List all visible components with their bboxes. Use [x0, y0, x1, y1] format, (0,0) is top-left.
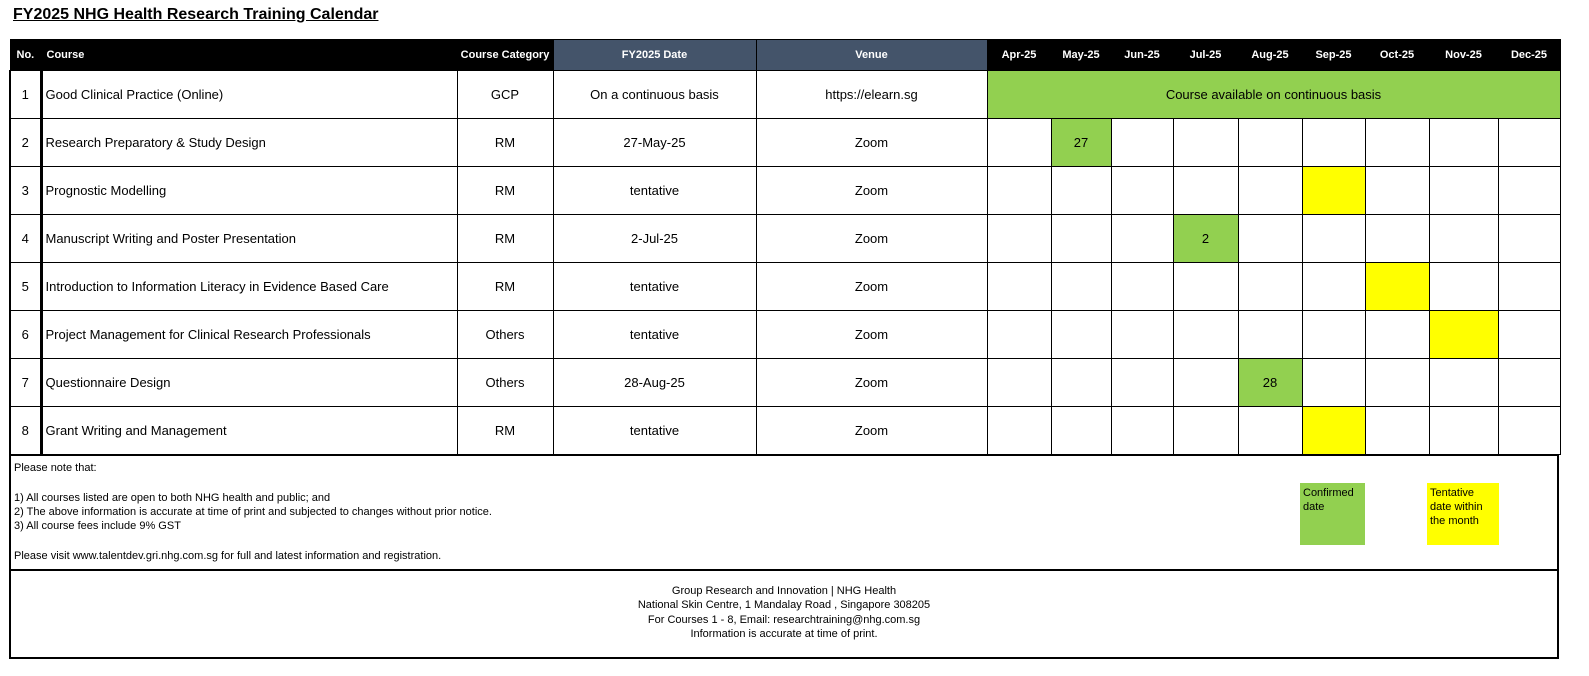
course-venue: Zoom: [756, 311, 987, 359]
course-name: Grant Writing and Management: [41, 407, 457, 455]
course-date: 27-May-25: [553, 119, 756, 167]
month-cell: [1365, 215, 1429, 263]
month-cell: [1365, 119, 1429, 167]
notes-item: 2) The above information is accurate at time of print and subjected to changes without prior notice.: [14, 506, 492, 518]
month-cell: [1498, 311, 1560, 359]
course-category: RM: [457, 167, 553, 215]
month-cell: [1498, 407, 1560, 455]
footer-contact: [9, 569, 1559, 659]
header-course: Course: [41, 40, 457, 71]
month-cell: [1498, 119, 1560, 167]
month-cell: [987, 359, 1051, 407]
course-date: tentative: [553, 263, 756, 311]
table-row: [10, 215, 1560, 263]
header-month: Jul-25: [1173, 40, 1238, 71]
course-category: GCP: [457, 71, 553, 119]
month-cell: [1173, 263, 1238, 311]
course-category: RM: [457, 407, 553, 455]
month-cell: [1173, 119, 1238, 167]
table-row: [10, 167, 1560, 215]
month-cell: [1111, 167, 1173, 215]
header-month: Jun-25: [1111, 40, 1173, 71]
course-name: Good Clinical Practice (Online): [41, 71, 457, 119]
month-cell: [1051, 407, 1111, 455]
month-cell: [1111, 311, 1173, 359]
month-cell: [1051, 215, 1111, 263]
month-cell: [1173, 167, 1238, 215]
header-month: Apr-25: [987, 40, 1051, 71]
course-venue: Zoom: [756, 359, 987, 407]
course-venue: Zoom: [756, 167, 987, 215]
month-cell: [1365, 167, 1429, 215]
month-cell: [1498, 359, 1560, 407]
month-cell-tentative: [1302, 167, 1365, 215]
header-month: May-25: [1051, 40, 1111, 71]
month-cell: [1111, 119, 1173, 167]
course-date: 2-Jul-25: [553, 215, 756, 263]
month-cell: [1498, 215, 1560, 263]
month-cell: [1051, 167, 1111, 215]
footer-line: National Skin Centre, 1 Mandalay Road , Singapore 308205: [637, 599, 931, 611]
calendar-table: [9, 39, 1561, 455]
month-cell: [1365, 407, 1429, 455]
footer-line: Information is accurate at time of print.: [690, 628, 878, 640]
course-date: 28-Aug-25: [553, 359, 756, 407]
month-cell: [987, 167, 1051, 215]
row-number: 6: [10, 311, 41, 359]
course-category: RM: [457, 263, 553, 311]
header-month: Oct-25: [1365, 40, 1429, 71]
month-cell: [1051, 311, 1111, 359]
month-cell: [1429, 407, 1498, 455]
month-cell: [1302, 119, 1365, 167]
month-cell: [1173, 311, 1238, 359]
course-venue: Zoom: [756, 119, 987, 167]
course-venue: Zoom: [756, 263, 987, 311]
month-cell: [1111, 407, 1173, 455]
course-date: tentative: [553, 311, 756, 359]
table-row: [10, 263, 1560, 311]
course-date: On a continuous basis: [553, 71, 756, 119]
course-category: RM: [457, 119, 553, 167]
month-cell-tentative: [1302, 407, 1365, 455]
course-date: tentative: [553, 407, 756, 455]
notes-item: 1) All courses listed are open to both NHG health and public; and: [14, 492, 331, 504]
course-name: Research Preparatory & Study Design: [41, 119, 457, 167]
month-cell: [1238, 167, 1302, 215]
notes-intro: Please note that:: [14, 462, 97, 474]
header-category: Course Category: [457, 40, 553, 71]
month-cell: [1173, 407, 1238, 455]
calendar-sheet: [9, 39, 1559, 455]
month-cell: [1498, 263, 1560, 311]
month-cell: [1051, 263, 1111, 311]
month-cell: [987, 263, 1051, 311]
row-number: 4: [10, 215, 41, 263]
month-cell: [1111, 263, 1173, 311]
notes-section: [9, 454, 1559, 571]
month-cell-confirmed: 27: [1051, 119, 1111, 167]
course-category: RM: [457, 215, 553, 263]
course-venue: https://elearn.sg: [756, 71, 987, 119]
header-no: No.: [10, 40, 41, 71]
course-date: tentative: [553, 167, 756, 215]
month-cell: [1238, 311, 1302, 359]
footer-line: Group Research and Innovation | NHG Health: [671, 585, 897, 597]
month-cell: [1429, 167, 1498, 215]
row-number: 1: [10, 71, 41, 119]
continuous-availability-bar: Course available on continuous basis: [987, 71, 1560, 119]
month-cell-confirmed: 28: [1238, 359, 1302, 407]
course-category: Others: [457, 359, 553, 407]
month-cell: [1111, 359, 1173, 407]
table-row: [10, 359, 1560, 407]
month-cell: [1302, 359, 1365, 407]
row-number: 5: [10, 263, 41, 311]
notes-item: 3) All course fees include 9% GST: [14, 520, 181, 532]
month-cell: [1429, 119, 1498, 167]
course-name: Questionnaire Design: [41, 359, 457, 407]
course-name: Introduction to Information Literacy in Evidence Based Care: [41, 263, 457, 311]
table-row: [10, 71, 1560, 119]
month-cell: [987, 407, 1051, 455]
month-cell-tentative: [1429, 311, 1498, 359]
month-cell: [1173, 359, 1238, 407]
table-row: [10, 119, 1560, 167]
month-cell: [987, 311, 1051, 359]
month-cell: [1238, 407, 1302, 455]
legend-tentative: Tentative date within the month: [1427, 483, 1499, 545]
month-cell: [987, 215, 1051, 263]
header-month: Nov-25: [1429, 40, 1498, 71]
month-cell: [1429, 359, 1498, 407]
header-date: FY2025 Date: [553, 40, 756, 71]
month-cell-tentative: [1365, 263, 1429, 311]
month-cell: [1302, 311, 1365, 359]
header-month: Dec-25: [1498, 40, 1560, 71]
course-venue: Zoom: [756, 215, 987, 263]
header-month: Aug-25: [1238, 40, 1302, 71]
header-month: Sep-25: [1302, 40, 1365, 71]
header-row: [10, 40, 1560, 71]
month-cell: [1365, 359, 1429, 407]
row-number: 8: [10, 407, 41, 455]
table-row: [10, 311, 1560, 359]
month-cell: [987, 119, 1051, 167]
row-number: 2: [10, 119, 41, 167]
course-category: Others: [457, 311, 553, 359]
header-venue: Venue: [756, 40, 987, 71]
row-number: 3: [10, 167, 41, 215]
month-cell: [1238, 215, 1302, 263]
course-name: Prognostic Modelling: [41, 167, 457, 215]
footer-line: For Courses 1 - 8, Email: researchtraining@nhg.com.sg: [647, 614, 921, 626]
month-cell-confirmed: 2: [1173, 215, 1238, 263]
legend-confirmed: Confirmed date: [1300, 483, 1365, 545]
month-cell: [1238, 263, 1302, 311]
course-name: Manuscript Writing and Poster Presentation: [41, 215, 457, 263]
table-row: [10, 407, 1560, 455]
month-cell: [1365, 311, 1429, 359]
month-cell: [1302, 215, 1365, 263]
course-rows: [10, 71, 1560, 455]
month-cell: [1051, 359, 1111, 407]
course-venue: Zoom: [756, 407, 987, 455]
row-number: 7: [10, 359, 41, 407]
month-cell: [1429, 263, 1498, 311]
month-cell: [1429, 215, 1498, 263]
notes-visit-link[interactable]: Please visit www.talentdev.gri.nhg.com.sg for full and latest information and registration.: [14, 550, 442, 562]
course-name: Project Management for Clinical Research Professionals: [41, 311, 457, 359]
month-cell: [1498, 167, 1560, 215]
month-cell: [1238, 119, 1302, 167]
month-cell: [1111, 215, 1173, 263]
page-title: FY2025 NHG Health Research Training Calendar: [13, 6, 379, 23]
month-cell: [1302, 263, 1365, 311]
